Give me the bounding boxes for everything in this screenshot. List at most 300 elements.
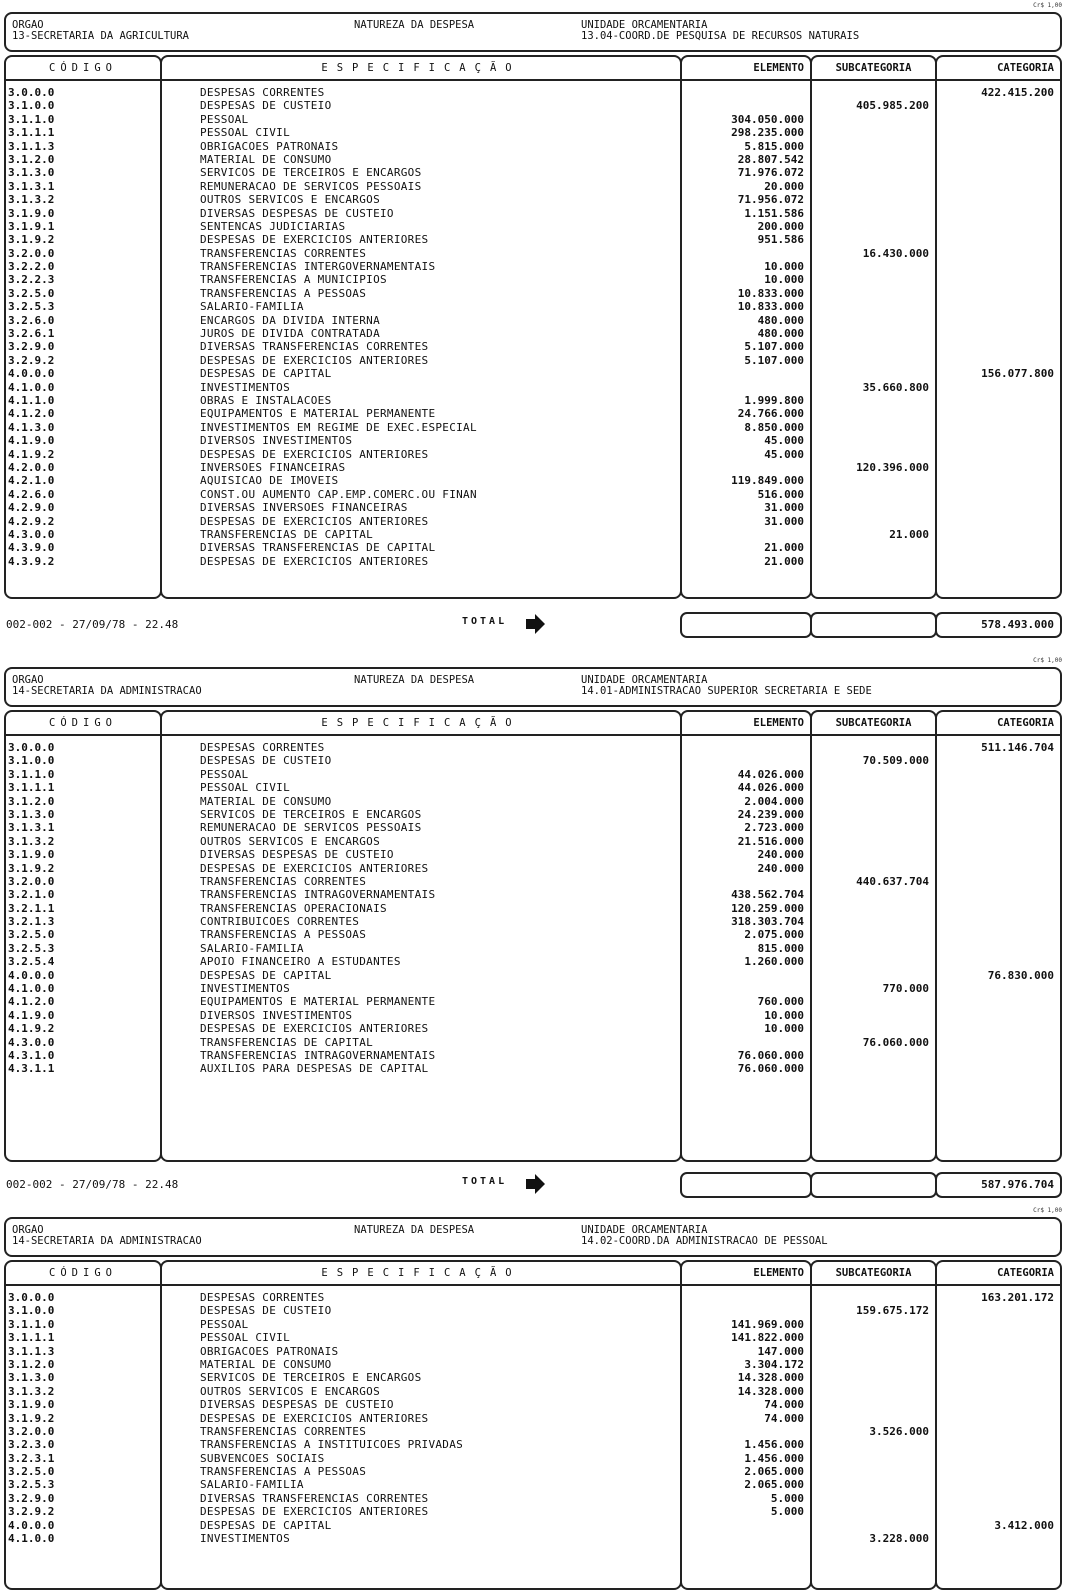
cell-categoria [937, 1358, 1060, 1371]
cell-codigo: 4.3.0.0 [8, 1035, 55, 1049]
cell-codigo: 3.1.1.1 [8, 781, 55, 795]
cell-especificacao: TRANSFERENCIAS DE CAPITAL [200, 1035, 374, 1049]
cell-subcategoria [812, 902, 935, 915]
cell-subcategoria [812, 555, 935, 568]
cell-categoria [937, 1492, 1060, 1505]
cell-categoria [937, 1505, 1060, 1518]
cell-categoria [937, 1062, 1060, 1075]
cell-elemento: 1.456.000 [744, 1451, 804, 1465]
cell-elemento: 298.235.000 [731, 126, 804, 140]
cell-especificacao: DESPESAS DE CUSTEIO [200, 1304, 332, 1318]
cell-especificacao: DIVERSAS DESPESAS DE CUSTEIO [200, 848, 394, 862]
column-subcategoria [810, 55, 937, 599]
column-especificacao [160, 1260, 682, 1590]
cell-codigo: 3.2.2.3 [8, 273, 55, 287]
cell-categoria [937, 808, 1060, 821]
cell-especificacao: DIVERSAS DESPESAS DE CUSTEIO [200, 206, 394, 220]
cell-elemento: 480.000 [757, 327, 804, 341]
cell-subcategoria [812, 193, 935, 206]
cell-codigo: 3.1.2.0 [8, 152, 55, 166]
column-header-codigo: CÓDIGO [6, 1262, 160, 1286]
cell-codigo: 3.1.2.0 [8, 1357, 55, 1371]
cell-especificacao: TRANSFERENCIAS A PESSOAS [200, 928, 367, 942]
cell-especificacao: TRANSFERENCIAS A PESSOAS [200, 286, 367, 300]
cell-especificacao: EQUIPAMENTOS E MATERIAL PERMANENTE [200, 995, 436, 1009]
cell-elemento [682, 982, 810, 995]
cell-categoria [937, 955, 1060, 968]
cell-categoria: 422.415.200 [981, 86, 1054, 99]
cell-categoria [937, 381, 1060, 394]
cell-categoria [937, 1425, 1060, 1438]
cell-elemento: 1.151.586 [744, 206, 804, 220]
cell-especificacao: DESPESAS DE EXERCICIOS ANTERIORES [200, 1411, 429, 1425]
cell-categoria [937, 1398, 1060, 1411]
cell-especificacao: DIVERSAS INVERSOES FINANCEIRAS [200, 501, 408, 515]
cell-subcategoria [812, 1022, 935, 1035]
cell-subcategoria [812, 340, 935, 353]
cell-categoria [937, 754, 1060, 767]
cell-codigo: 3.1.1.0 [8, 1317, 55, 1331]
cell-especificacao: OBRIGACOES PATRONAIS [200, 1344, 339, 1358]
cell-especificacao: TRANSFERENCIAS A PESSOAS [200, 1465, 367, 1479]
cell-categoria: 3.412.000 [994, 1518, 1054, 1532]
cell-subcategoria [812, 741, 935, 754]
cell-categoria [937, 99, 1060, 112]
cell-especificacao: DESPESAS DE CUSTEIO [200, 754, 332, 768]
unidade-label: UNIDADE ORCAMENTARIA [581, 674, 708, 686]
cell-categoria [937, 233, 1060, 246]
cell-codigo: 3.1.9.2 [8, 233, 55, 247]
cell-elemento [682, 1425, 810, 1438]
cell-subcategoria [812, 407, 935, 420]
cell-elemento [682, 1532, 810, 1545]
cell-categoria [937, 421, 1060, 434]
cell-codigo: 4.2.0.0 [8, 460, 55, 474]
unidade-value: 14.02-COORD.DA ADMINISTRACAO DE PESSOAL [581, 1235, 828, 1247]
cell-codigo: 4.1.9.0 [8, 434, 55, 448]
cell-codigo: 3.2.5.3 [8, 300, 55, 314]
cell-especificacao: OBRAS E INSTALACOES [200, 393, 332, 407]
cell-categoria [937, 541, 1060, 554]
cell-elemento: 951.586 [757, 233, 804, 247]
cell-especificacao: PESSOAL CIVIL [200, 1331, 290, 1345]
cell-categoria [937, 340, 1060, 353]
cell-elemento: 44.026.000 [737, 781, 804, 795]
column-cells-elemento [682, 86, 810, 568]
cell-categoria [937, 220, 1060, 233]
cell-subcategoria [812, 367, 935, 380]
cell-codigo: 3.1.9.2 [8, 861, 55, 875]
cell-especificacao: DESPESAS DE EXERCICIOS ANTERIORES [200, 1022, 429, 1036]
cell-subcategoria [812, 969, 935, 982]
cell-especificacao: AUXILIOS PARA DESPESAS DE CAPITAL [200, 1062, 429, 1076]
cell-elemento: 815.000 [757, 941, 804, 955]
cell-subcategoria [812, 260, 935, 273]
cell-especificacao: PESSOAL [200, 112, 249, 126]
cell-categoria [937, 942, 1060, 955]
cell-elemento: 119.849.000 [731, 474, 804, 488]
cell-codigo: 4.2.9.2 [8, 514, 55, 528]
cell-codigo: 3.2.5.0 [8, 928, 55, 942]
cell-subcategoria [812, 287, 935, 300]
cell-elemento: 31.000 [764, 514, 804, 528]
column-cells-codigo [6, 741, 160, 1076]
cell-subcategoria [812, 1009, 935, 1022]
cell-especificacao: TRANSFERENCIAS A INSTITUICOES PRIVADAS [200, 1438, 464, 1452]
orgao-value: 13-SECRETARIA DA AGRICULTURA [12, 30, 190, 42]
column-codigo [4, 1260, 162, 1590]
cell-codigo: 3.0.0.0 [8, 741, 55, 754]
total-box-subcategoria [810, 1172, 937, 1198]
cell-subcategoria [812, 1049, 935, 1062]
cell-especificacao: INVESTIMENTOS [200, 1532, 290, 1546]
cell-codigo: 3.1.3.1 [8, 179, 55, 193]
cell-elemento: 318.303.704 [731, 915, 804, 929]
cell-codigo: 3.1.3.2 [8, 834, 55, 848]
cell-codigo: 3.2.5.3 [8, 941, 55, 955]
cell-codigo: 3.2.0.0 [8, 1424, 55, 1438]
cell-subcategoria [812, 1452, 935, 1465]
cell-elemento [682, 461, 810, 474]
column-header-especificacao: ESPECIFICAÇÃO [162, 712, 680, 736]
cell-codigo: 4.1.0.0 [8, 380, 55, 394]
cell-subcategoria [812, 394, 935, 407]
cell-codigo: 4.2.9.0 [8, 501, 55, 515]
cell-subcategoria [812, 888, 935, 901]
cell-elemento: 10.833.000 [737, 286, 804, 300]
cell-codigo: 3.1.3.0 [8, 1371, 55, 1385]
cell-subcategoria [812, 942, 935, 955]
cell-codigo: 3.2.1.0 [8, 888, 55, 902]
cell-codigo: 3.1.3.2 [8, 1384, 55, 1398]
cell-especificacao: DIVERSAS TRANSFERENCIAS CORRENTES [200, 1491, 429, 1505]
cell-especificacao: DIVERSOS INVESTIMENTOS [200, 1008, 353, 1022]
cell-subcategoria: 3.228.000 [869, 1532, 929, 1546]
cell-elemento: 76.060.000 [737, 1048, 804, 1062]
cell-elemento: 480.000 [757, 313, 804, 327]
cell-elemento: 2.065.000 [744, 1465, 804, 1479]
cell-elemento: 200.000 [757, 219, 804, 233]
cell-codigo: 4.0.0.0 [8, 968, 55, 982]
cell-subcategoria [812, 220, 935, 233]
cell-codigo: 3.1.9.0 [8, 848, 55, 862]
natureza-label: NATUREZA DA DESPESA [354, 1224, 475, 1236]
cell-categoria: 76.830.000 [987, 968, 1054, 982]
cell-categoria [937, 1438, 1060, 1451]
cell-especificacao: DESPESAS CORRENTES [200, 1291, 325, 1304]
cell-subcategoria: 76.060.000 [862, 1035, 929, 1049]
cell-subcategoria [812, 515, 935, 528]
cell-categoria [937, 528, 1060, 541]
cell-elemento: 20.000 [764, 179, 804, 193]
cell-especificacao: CONST.OU AUMENTO CAP.EMP.COMERC.OU FINAN [200, 487, 477, 501]
column-especificacao [160, 55, 682, 599]
cell-categoria: 163.201.172 [981, 1291, 1054, 1304]
cell-categoria: 156.077.800 [981, 367, 1054, 381]
cell-subcategoria [812, 421, 935, 434]
cell-elemento: 10.000 [764, 1008, 804, 1022]
column-cells-codigo [6, 1291, 160, 1545]
cell-categoria [937, 1371, 1060, 1384]
cell-especificacao: JUROS DE DIVIDA CONTRATADA [200, 327, 380, 341]
cell-categoria [937, 434, 1060, 447]
cell-codigo: 3.1.1.0 [8, 767, 55, 781]
cell-elemento: 147.000 [757, 1344, 804, 1358]
cell-codigo: 4.1.9.2 [8, 447, 55, 461]
cell-codigo: 3.1.1.3 [8, 139, 55, 153]
unidade-label: UNIDADE ORCAMENTARIA [581, 1224, 708, 1236]
cell-codigo: 3.1.3.0 [8, 807, 55, 821]
cell-especificacao: DESPESAS DE EXERCICIOS ANTERIORES [200, 514, 429, 528]
cell-codigo: 3.2.9.0 [8, 340, 55, 354]
orgao-value: 14-SECRETARIA DA ADMINISTRACAO [12, 1235, 202, 1247]
cell-elemento: 240.000 [757, 861, 804, 875]
report-header-box [4, 667, 1062, 707]
column-header-subcategoria: SUBCATEGORIA [812, 712, 935, 736]
cell-especificacao: TRANSFERENCIAS CORRENTES [200, 246, 367, 260]
cell-elemento: 76.060.000 [737, 1062, 804, 1076]
column-header-elemento: ELEMENTO [682, 712, 810, 736]
total-box-subcategoria [810, 612, 937, 638]
cell-subcategoria [812, 1398, 935, 1411]
cell-especificacao: SERVICOS DE TERCEIROS E ENCARGOS [200, 807, 422, 821]
cell-codigo: 3.1.3.1 [8, 821, 55, 835]
cell-elemento: 14.328.000 [737, 1384, 804, 1398]
column-subcategoria [810, 1260, 937, 1590]
cell-categoria [937, 153, 1060, 166]
column-header-codigo: CÓDIGO [6, 712, 160, 736]
cell-codigo: 3.1.9.2 [8, 1411, 55, 1425]
cell-especificacao: DESPESAS DE EXERCICIOS ANTERIORES [200, 861, 429, 875]
cell-especificacao: DIVERSAS TRANSFERENCIAS DE CAPITAL [200, 541, 436, 555]
cell-codigo: 3.2.5.4 [8, 955, 55, 969]
cell-codigo: 4.3.9.0 [8, 541, 55, 555]
cell-subcategoria [812, 1291, 935, 1304]
cell-categoria [937, 166, 1060, 179]
cell-categoria [937, 126, 1060, 139]
cell-subcategoria: 120.396.000 [856, 460, 929, 474]
column-cells-especificacao [162, 86, 680, 568]
cell-categoria [937, 474, 1060, 487]
orgao-label: ORGAO [12, 674, 44, 686]
cell-especificacao: AQUISICAO DE IMOVEIS [200, 474, 339, 488]
cell-codigo: 3.2.5.0 [8, 1465, 55, 1479]
cell-elemento: 21.516.000 [737, 834, 804, 848]
cell-elemento: 1.456.000 [744, 1438, 804, 1452]
report-page-section [0, 0, 1074, 650]
cell-especificacao: PESSOAL [200, 1317, 249, 1331]
cell-especificacao: PESSOAL [200, 767, 249, 781]
cell-codigo: 3.2.5.3 [8, 1478, 55, 1492]
cell-subcategoria [812, 300, 935, 313]
cell-categoria [937, 461, 1060, 474]
column-cells-elemento [682, 1291, 810, 1545]
column-especificacao [160, 710, 682, 1162]
cell-elemento: 10.000 [764, 260, 804, 274]
cell-subcategoria [812, 314, 935, 327]
cell-especificacao: OBRIGACOES PATRONAIS [200, 139, 339, 153]
cell-elemento: 21.000 [764, 541, 804, 555]
cell-codigo: 3.0.0.0 [8, 86, 55, 99]
cell-subcategoria: 70.509.000 [862, 754, 929, 768]
cell-subcategoria: 21.000 [889, 527, 929, 541]
column-cells-subcategoria [812, 741, 935, 1076]
cell-subcategoria [812, 1385, 935, 1398]
cell-subcategoria [812, 541, 935, 554]
total-box-elemento [680, 612, 812, 638]
cell-subcategoria [812, 354, 935, 367]
cell-elemento [682, 86, 810, 99]
cell-elemento: 1.999.800 [744, 393, 804, 407]
cell-especificacao: INVERSOES FINANCEIRAS [200, 460, 346, 474]
cell-especificacao: TRANSFERENCIAS INTERGOVERNAMENTAIS [200, 260, 436, 274]
column-cells-categoria [937, 741, 1060, 1076]
cell-subcategoria [812, 180, 935, 193]
cell-especificacao: DESPESAS DE CAPITAL [200, 1518, 332, 1532]
column-header-categoria: CATEGORIA [937, 57, 1060, 81]
cell-categoria [937, 995, 1060, 1008]
cell-elemento: 240.000 [757, 848, 804, 862]
total-label: TOTAL [462, 1176, 508, 1187]
cell-elemento: 71.976.072 [737, 166, 804, 180]
cell-elemento: 2.004.000 [744, 794, 804, 808]
cell-elemento: 24.766.000 [737, 407, 804, 421]
cell-codigo: 4.0.0.0 [8, 1518, 55, 1532]
column-cells-codigo [6, 86, 160, 568]
cell-elemento [682, 754, 810, 767]
cell-codigo: 4.0.0.0 [8, 367, 55, 381]
cell-categoria [937, 982, 1060, 995]
cell-categoria [937, 394, 1060, 407]
cell-categoria [937, 287, 1060, 300]
cell-codigo: 3.2.1.3 [8, 915, 55, 929]
cell-elemento: 304.050.000 [731, 112, 804, 126]
cell-subcategoria [812, 207, 935, 220]
cell-subcategoria [812, 835, 935, 848]
unidade-value: 14.01-ADMINISTRACAO SUPERIOR SECRETARIA E SEDE [581, 685, 872, 697]
cell-especificacao: APOIO FINANCEIRO A ESTUDANTES [200, 955, 401, 969]
cell-subcategoria [812, 862, 935, 875]
cell-especificacao: CONTRIBUICOES CORRENTES [200, 915, 360, 929]
cell-especificacao: MATERIAL DE CONSUMO [200, 794, 332, 808]
column-header-elemento: ELEMENTO [682, 57, 810, 81]
cell-codigo: 3.1.1.1 [8, 1331, 55, 1345]
cell-codigo: 3.2.0.0 [8, 874, 55, 888]
column-cells-subcategoria [812, 1291, 935, 1545]
cell-codigo: 3.2.3.0 [8, 1438, 55, 1452]
print-timestamp: 002-002 - 27/09/78 - 22.48 [6, 1178, 179, 1191]
cell-codigo: 3.1.9.0 [8, 1398, 55, 1412]
cell-categoria [937, 1304, 1060, 1317]
cell-elemento: 28.807.542 [737, 152, 804, 166]
print-timestamp: 002-002 - 27/09/78 - 22.48 [6, 618, 179, 631]
cell-elemento: 141.969.000 [731, 1317, 804, 1331]
cell-especificacao: EQUIPAMENTOS E MATERIAL PERMANENTE [200, 407, 436, 421]
cell-categoria [937, 781, 1060, 794]
cell-subcategoria: 16.430.000 [862, 246, 929, 260]
report-header-box [4, 1217, 1062, 1257]
natureza-label: NATUREZA DA DESPESA [354, 674, 475, 686]
cell-subcategoria [812, 233, 935, 246]
cell-elemento [682, 969, 810, 982]
cell-categoria [937, 1331, 1060, 1344]
column-cells-categoria [937, 1291, 1060, 1545]
column-header-categoria: CATEGORIA [937, 1262, 1060, 1286]
column-header-elemento: ELEMENTO [682, 1262, 810, 1286]
column-categoria [935, 55, 1062, 599]
cell-codigo: 3.2.6.0 [8, 313, 55, 327]
total-label: TOTAL [462, 616, 508, 627]
report-header-box [4, 12, 1062, 52]
column-cells-subcategoria [812, 86, 935, 568]
cell-categoria [937, 821, 1060, 834]
cell-codigo: 3.1.0.0 [8, 99, 55, 113]
column-cells-elemento [682, 741, 810, 1076]
cell-categoria [937, 848, 1060, 861]
cell-codigo: 4.1.0.0 [8, 982, 55, 996]
cell-especificacao: DESPESAS DE CAPITAL [200, 968, 332, 982]
cell-especificacao: DESPESAS DE CAPITAL [200, 367, 332, 381]
cell-codigo: 3.1.1.3 [8, 1344, 55, 1358]
cell-codigo: 4.3.0.0 [8, 527, 55, 541]
column-elemento [680, 55, 812, 599]
cell-categoria [937, 1532, 1060, 1545]
cell-categoria [937, 1009, 1060, 1022]
cell-categoria [937, 1345, 1060, 1358]
cell-especificacao: TRANSFERENCIAS CORRENTES [200, 1424, 367, 1438]
column-header-codigo: CÓDIGO [6, 57, 160, 81]
cell-especificacao: INVESTIMENTOS [200, 380, 290, 394]
column-codigo [4, 710, 162, 1162]
cell-categoria [937, 314, 1060, 327]
cell-codigo: 3.1.9.1 [8, 219, 55, 233]
cell-subcategoria [812, 768, 935, 781]
cell-elemento: 3.304.172 [744, 1357, 804, 1371]
cell-subcategoria [812, 1062, 935, 1075]
cell-subcategoria [812, 1478, 935, 1491]
total-box-categoria: 587.976.704 [935, 1172, 1062, 1198]
cell-especificacao: PESSOAL CIVIL [200, 781, 290, 795]
column-cells-especificacao [162, 741, 680, 1076]
cell-categoria [937, 795, 1060, 808]
cell-categoria [937, 888, 1060, 901]
column-header-especificacao: ESPECIFICAÇÃO [162, 57, 680, 81]
column-cells-categoria [937, 86, 1060, 568]
cell-categoria [937, 300, 1060, 313]
cell-especificacao: SALARIO-FAMILIA [200, 941, 304, 955]
cell-especificacao: DIVERSAS TRANSFERENCIAS CORRENTES [200, 340, 429, 354]
cell-codigo: 3.2.5.0 [8, 286, 55, 300]
cell-elemento: 45.000 [764, 447, 804, 461]
currency-note: Cr$ 1,00 [1033, 657, 1062, 664]
cell-elemento: 516.000 [757, 487, 804, 501]
cell-codigo: 4.1.9.0 [8, 1008, 55, 1022]
cell-especificacao: SERVICOS DE TERCEIROS E ENCARGOS [200, 1371, 422, 1385]
cell-subcategoria [812, 821, 935, 834]
cell-subcategoria [812, 1371, 935, 1384]
cell-subcategoria: 405.985.200 [856, 99, 929, 113]
cell-elemento: 14.328.000 [737, 1371, 804, 1385]
cell-especificacao: DESPESAS DE CUSTEIO [200, 99, 332, 113]
cell-codigo: 3.1.3.2 [8, 193, 55, 207]
cell-codigo: 4.1.0.0 [8, 1532, 55, 1546]
cell-especificacao: TRANSFERENCIAS INTRAGOVERNAMENTAIS [200, 1048, 436, 1062]
cell-especificacao: OUTROS SERVICOS E ENCARGOS [200, 193, 380, 207]
cell-categoria [937, 875, 1060, 888]
cell-especificacao: DESPESAS CORRENTES [200, 86, 325, 99]
cell-especificacao: TRANSFERENCIAS INTRAGOVERNAMENTAIS [200, 888, 436, 902]
cell-subcategoria: 3.526.000 [869, 1424, 929, 1438]
